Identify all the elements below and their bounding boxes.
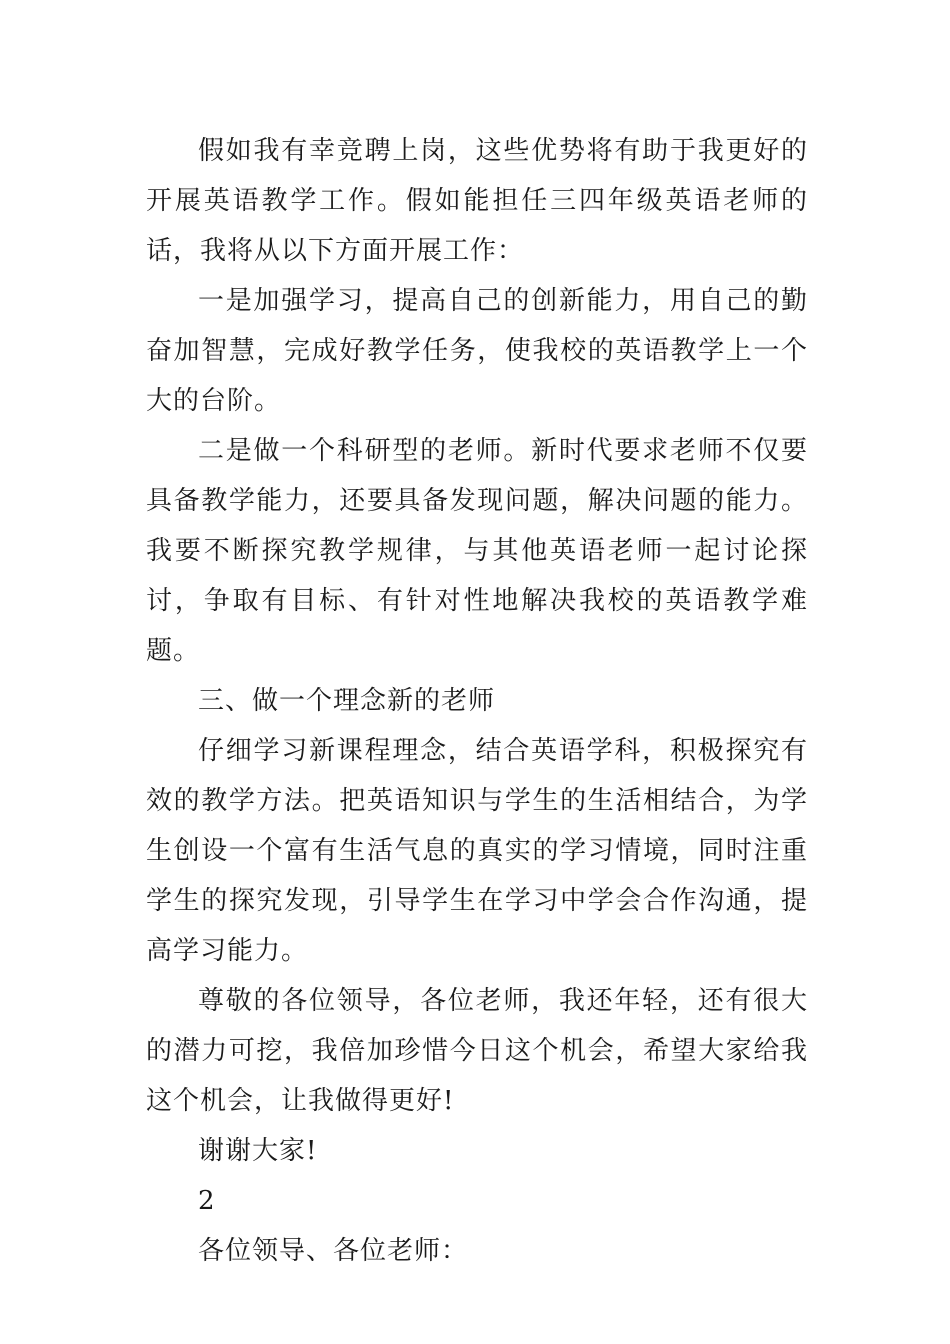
paragraph-heading-three: 三、做一个理念新的老师 xyxy=(198,686,496,716)
paragraph-competition-advantages: 假如我有幸竞聘上岗，这些优势将有助于我更好的开展英语教学工作。假如能担任三四年级英语老师的话，我将从以下方面开展工作： xyxy=(146,136,808,266)
document-body xyxy=(146,126,808,1276)
paragraph-thanks: 谢谢大家! xyxy=(198,1136,318,1166)
paragraph-greeting: 各位领导、各位老师： xyxy=(198,1236,469,1266)
paragraph-point-three: 仔细学习新课程理念，结合英语学科，积极探究有效的教学方法。把英语知识与学生的生活相结合，为学生创设一个富有生活气息的真实的学习情境，同时注重学生的探究发现，引导学生在学习中学会合作沟通，提高学习能力。 xyxy=(146,736,808,966)
section-number: 2 xyxy=(198,1186,216,1216)
paragraph-point-one: 一是加强学习，提高自己的创新能力，用自己的勤奋加智慧，完成好教学任务，使我校的英语教学上一个大的台阶。 xyxy=(146,286,808,416)
paragraph-point-two: 二是做一个科研型的老师。新时代要求老师不仅要具备教学能力，还要具备发现问题，解决问题的能力。我要不断探究教学规律，与其他英语老师一起讨论探讨，争取有目标、有针对性地解决我校的英语教学难题。 xyxy=(146,436,808,666)
paragraph-closing: 尊敬的各位领导，各位老师，我还年轻，还有很大的潜力可挖，我倍加珍惜今日这个机会，希望大家给我这个机会，让我做得更好! xyxy=(146,986,808,1116)
